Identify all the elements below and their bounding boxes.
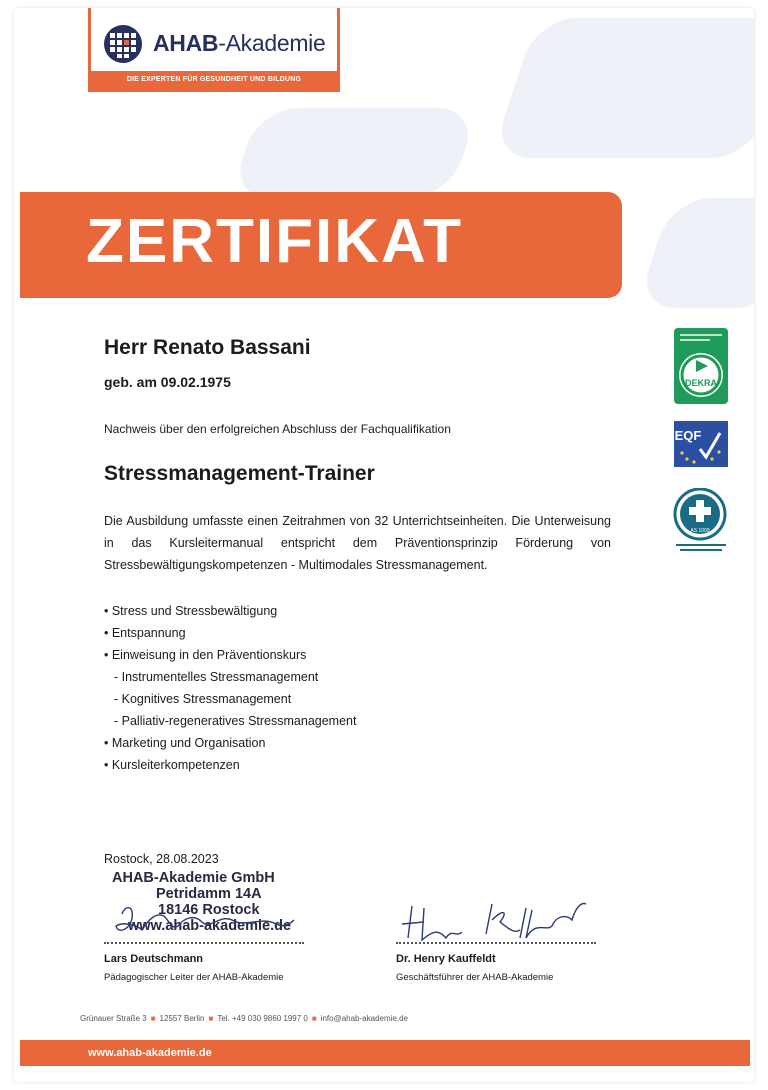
list-subitem: - Palliativ-regeneratives Stressmanagement bbox=[114, 714, 357, 728]
list-subitem: - Instrumentelles Stressmanagement bbox=[114, 670, 319, 684]
recipient-name: Herr Renato Bassani bbox=[104, 336, 311, 359]
signature-line-left bbox=[104, 942, 304, 944]
course-title: Stressmanagement-Trainer bbox=[104, 462, 375, 485]
topic-list bbox=[104, 600, 356, 776]
signatory-right-role: Geschäftsführer der AHAB-Akademie bbox=[396, 972, 554, 983]
list-item: • Entspannung bbox=[104, 626, 186, 640]
accreditation-badges bbox=[672, 320, 730, 561]
list-subitem: - Kognitives Stressmanagement bbox=[114, 692, 292, 706]
address-phone: Tel. +49 030 9860 1997 0 bbox=[217, 1014, 308, 1023]
signature-right-scribble bbox=[396, 898, 592, 946]
stamp-url: www.ahab-akademie.de bbox=[128, 918, 292, 934]
signature-left-scribble bbox=[112, 900, 298, 944]
stamp-city: 18146 Rostock bbox=[158, 902, 260, 918]
address-city: 12557 Berlin bbox=[159, 1014, 205, 1023]
course-description: Die Ausbildung umfasste einen Zeitrahmen von 32 Unterrichtseinheiten. Die Unterweisung in das Kursleitermanual entspricht dem Präventionsprinzip Förderung von Stressbewältigungskompetenzen - Multimodales Stressmanagement. bbox=[104, 514, 611, 572]
signatory-left-name: Lars Deutschmann bbox=[104, 953, 204, 965]
list-item: • Marketing und Organisation bbox=[104, 736, 266, 750]
background-shape bbox=[636, 198, 754, 308]
proof-text: Nachweis über den erfolgreichen Abschluss der Fachqualifikation bbox=[104, 422, 451, 436]
eqf-label: EQF bbox=[674, 428, 702, 443]
place-date: Rostock, 28.08.2023 bbox=[104, 852, 219, 866]
background-shape bbox=[491, 18, 754, 158]
logo-text: AHAB-Akademie bbox=[153, 30, 326, 56]
dekra-label: DEKRA bbox=[684, 378, 718, 388]
footer-url: www.ahab-akademie.de bbox=[88, 1047, 212, 1059]
company-address: Grünauer Straße 3 ■ 12557 Berlin ■ Tel. +49 030 9860 1997 0 ■ info@ahab-akademie.de bbox=[80, 1014, 408, 1023]
dekra-badge-icon bbox=[672, 320, 730, 404]
certificate-title: ZERTIFIKAT bbox=[86, 207, 464, 276]
eqf-badge-icon bbox=[672, 419, 730, 469]
background-shape bbox=[229, 108, 478, 198]
signatory-right-name: Dr. Henry Kauffeldt bbox=[396, 953, 496, 965]
logo-grid-icon bbox=[103, 24, 143, 64]
as1000-badge-icon bbox=[672, 488, 730, 556]
logo-tagline: DIE EXPERTEN FÜR GESUNDHEIT UND BILDUNG bbox=[91, 71, 337, 89]
list-item: • Einweisung in den Präventionskurs bbox=[104, 648, 307, 662]
signatory-left-role: Pädagogischer Leiter der AHAB-Akademie bbox=[104, 972, 284, 983]
address-street: Grünauer Straße 3 bbox=[80, 1014, 147, 1023]
recipient-birthdate: geb. am 09.02.1975 bbox=[104, 374, 231, 390]
logo bbox=[88, 8, 340, 92]
signature-line-right bbox=[396, 942, 596, 944]
list-item: • Stress und Stressbewältigung bbox=[104, 604, 278, 618]
as1000-label: AS 1000 bbox=[690, 528, 710, 534]
list-item: • Kursleiterkompetenzen bbox=[104, 758, 240, 772]
stamp-company: AHAB-Akademie GmbH bbox=[112, 870, 275, 886]
address-email: info@ahab-akademie.de bbox=[320, 1014, 408, 1023]
stamp-street: Petridamm 14A bbox=[156, 886, 262, 902]
